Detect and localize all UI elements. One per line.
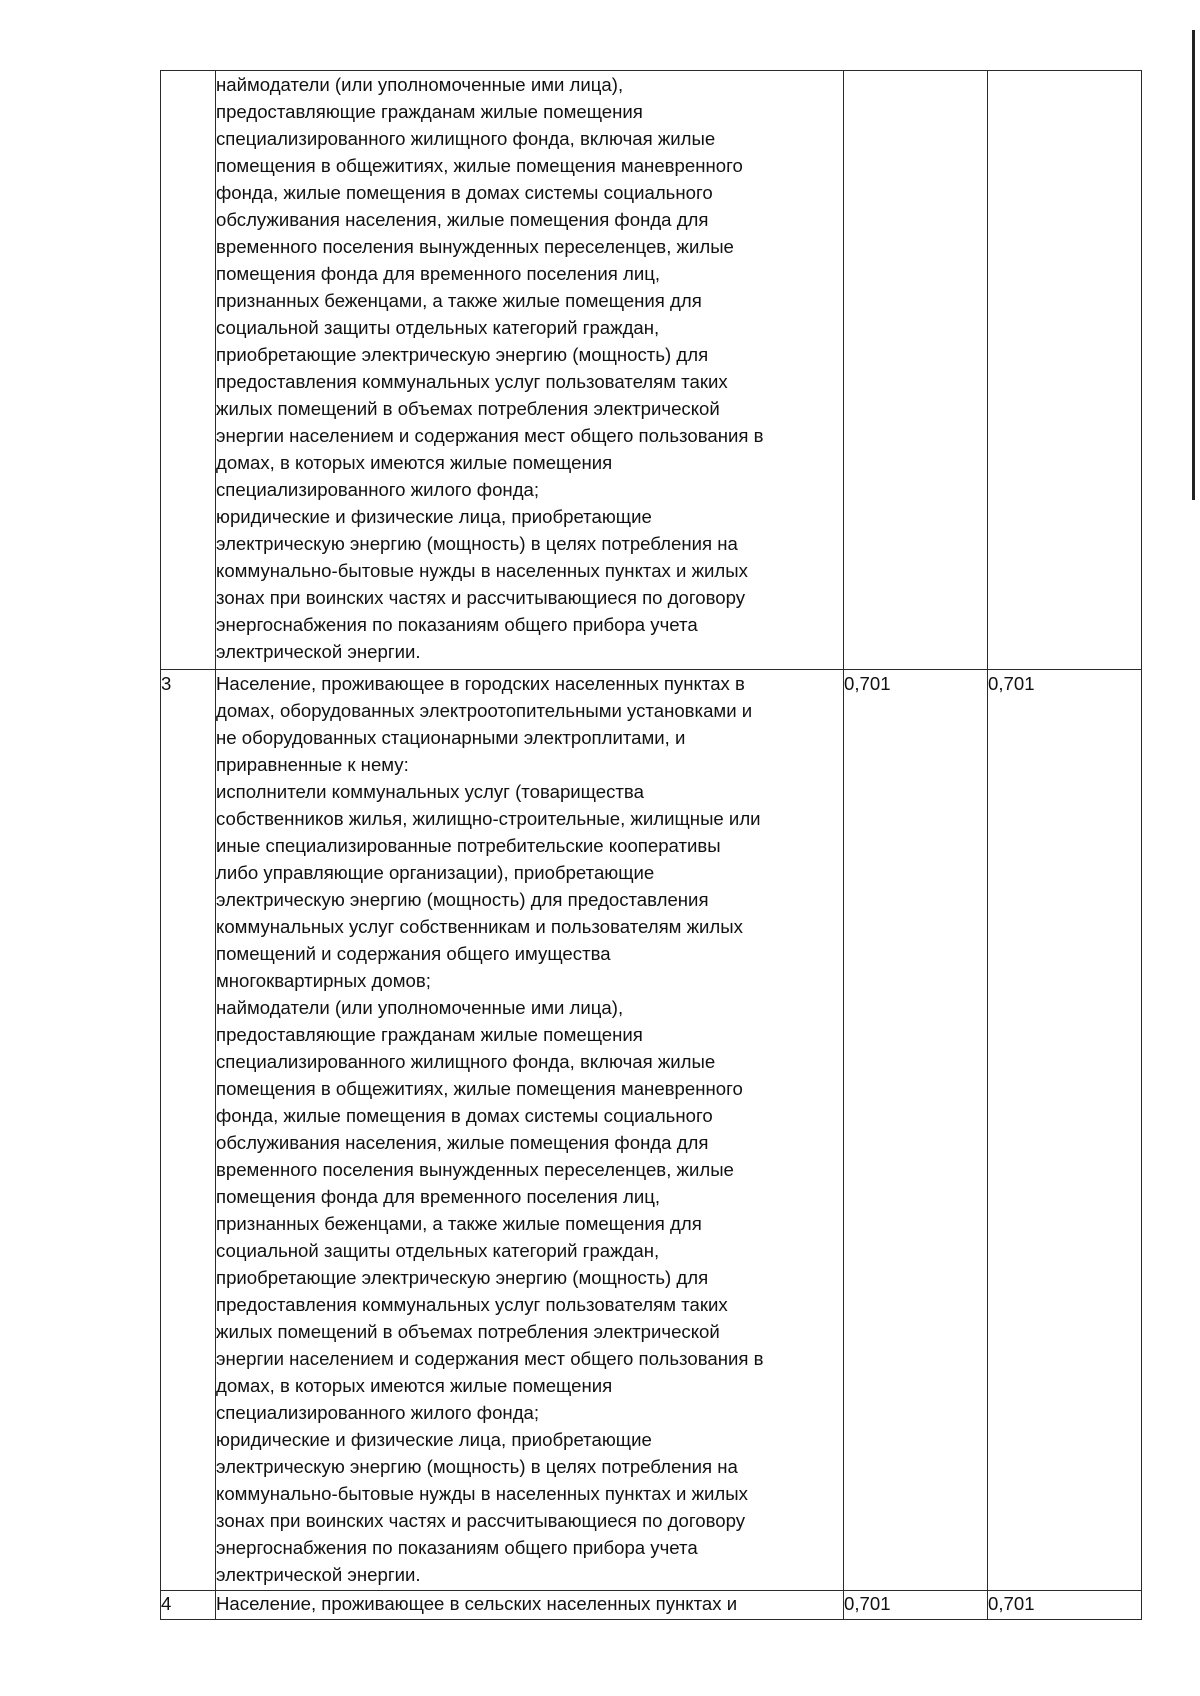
value-column-1-cell: 0,701 [844,670,988,1591]
description-line: специализированного жилищного фонда, включая жилые [216,128,716,149]
description-line: энергоснабжения по показаниям общего прибора учета [216,1537,698,1558]
table-row [161,1591,1142,1620]
description-line: электрическую энергию (мощность) в целях потребления на [216,533,738,554]
description-line: жилых помещений в объемах потребления электрической [216,1321,720,1342]
description-line: специализированного жилого фонда; [216,1402,540,1423]
description-line: либо управляющие организации), приобретающие [216,862,655,883]
description-line: помещений и содержания общего имущества [216,943,611,964]
row-number-cell: 4 [161,1591,216,1620]
description-line: признанных беженцами, а также жилые помещения для [216,290,702,311]
value-column-2-cell [988,71,1142,670]
description-line: фонда, жилые помещения в домах системы социального [216,182,713,203]
description-cell [216,71,844,670]
description-line: юридические и физические лица, приобретающие [216,506,652,527]
description-line: энергоснабжения по показаниям общего прибора учета [216,614,698,635]
description-line: энергии населением и содержания мест общего пользования в [216,425,764,446]
description-line: помещения фонда для временного поселения лиц, [216,1186,661,1207]
description-line: приобретающие электрическую энергию (мощность) для [216,344,709,365]
description-line: коммунально-бытовые нужды в населенных пунктах и жилых [216,1483,748,1504]
description-line: юридические и физические лица, приобретающие [216,1429,652,1450]
description-line: собственников жилья, жилищно-строительные, жилищные или [216,808,761,829]
table-row [161,71,1142,670]
description-line: зонах при воинских частях и рассчитывающиеся по договору [216,1510,746,1531]
description-line: исполнители коммунальных услуг (товарищества [216,781,644,802]
description-line: энергии населением и содержания мест общего пользования в [216,1348,764,1369]
description-line: предоставления коммунальных услуг пользователям таких [216,371,728,392]
description-line: Население, проживающее в городских населенных пунктах в [216,673,745,694]
description-line: домах, в которых имеются жилые помещения [216,452,613,473]
description-line: временного поселения вынужденных переселенцев, жилые [216,1159,734,1180]
description-line: специализированного жилищного фонда, включая жилые [216,1051,716,1072]
description-line: фонда, жилые помещения в домах системы социального [216,1105,713,1126]
tariff-table [160,70,1142,1620]
description-line: приравненные к нему: [216,754,409,775]
description-line: предоставляющие гражданам жилые помещения [216,101,643,122]
description-cell [216,1591,844,1620]
scan-edge-mark [1192,30,1195,500]
row-number-cell [161,71,216,670]
description-line: коммунально-бытовые нужды в населенных пунктах и жилых [216,560,748,581]
description-line: многоквартирных домов; [216,970,431,991]
description-line: приобретающие электрическую энергию (мощность) для [216,1267,709,1288]
description-line: электрической энергии. [216,641,421,662]
description-line: коммунальных услуг собственникам и пользователям жилых [216,916,743,937]
description-line: помещения в общежитиях, жилые помещения маневренного [216,155,743,176]
description-line: электрическую энергию (мощность) в целях потребления на [216,1456,738,1477]
description-line: временного поселения вынужденных переселенцев, жилые [216,236,734,257]
description-line: электрической энергии. [216,1564,421,1585]
value-column-2-cell: 0,701 [988,1591,1142,1620]
description-cell [216,670,844,1591]
description-line: предоставляющие гражданам жилые помещения [216,1024,643,1045]
value-column-2-cell: 0,701 [988,670,1142,1591]
description-line: жилых помещений в объемах потребления электрической [216,398,720,419]
description-line: признанных беженцами, а также жилые помещения для [216,1213,702,1234]
description-line: обслуживания населения, жилые помещения фонда для [216,1132,709,1153]
description-line: специализированного жилого фонда; [216,479,540,500]
description-line: помещения фонда для временного поселения лиц, [216,263,661,284]
description-line: домах, оборудованных электроотопительными установками и [216,700,753,721]
description-line: помещения в общежитиях, жилые помещения маневренного [216,1078,743,1099]
description-line: домах, в которых имеются жилые помещения [216,1375,613,1396]
description-line: электрическую энергию (мощность) для предоставления [216,889,709,910]
description-line: социальной защиты отдельных категорий граждан, [216,1240,660,1261]
description-line: иные специализированные потребительские кооперативы [216,835,721,856]
value-column-1-cell: 0,701 [844,1591,988,1620]
table-row [161,670,1142,1591]
row-number-cell: 3 [161,670,216,1591]
description-line: наймодатели (или уполномоченные ими лица), [216,997,624,1018]
description-line: Население, проживающее в сельских населенных пунктах и [216,1593,738,1614]
description-line: наймодатели (или уполномоченные ими лица), [216,74,624,95]
description-line: не оборудованных стационарными электроплитами, и [216,727,686,748]
description-line: обслуживания населения, жилые помещения фонда для [216,209,709,230]
description-line: социальной защиты отдельных категорий граждан, [216,317,660,338]
description-line: зонах при воинских частях и рассчитывающиеся по договору [216,587,746,608]
description-line: предоставления коммунальных услуг пользователям таких [216,1294,728,1315]
value-column-1-cell [844,71,988,670]
